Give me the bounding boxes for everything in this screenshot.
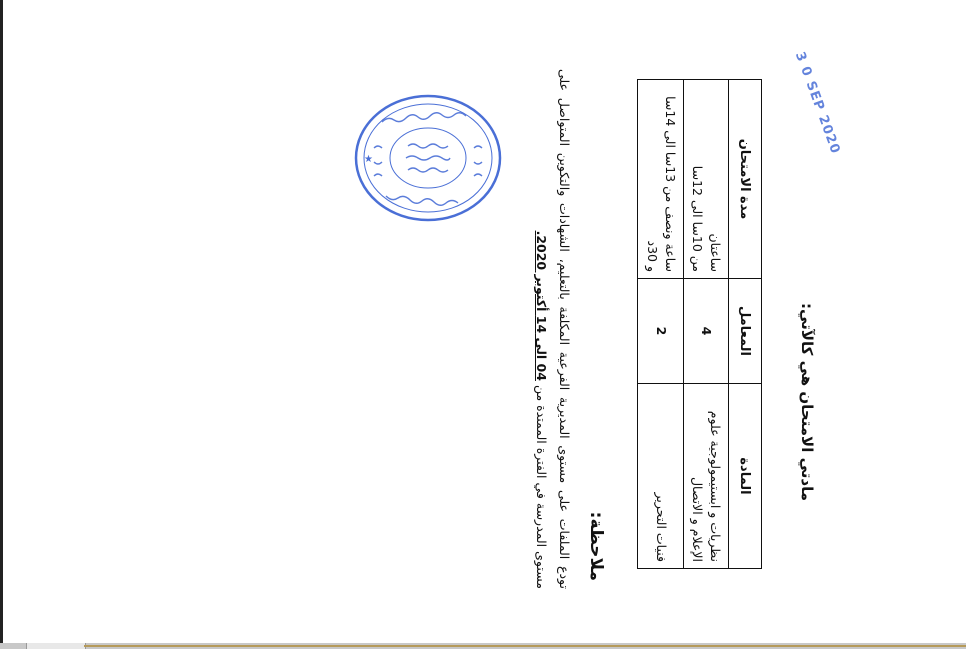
duration-line: و 30د [644,240,660,272]
duration-line: من 10سا الى 12سا [689,165,705,272]
note-title: ملاحظة: [586,511,606,581]
received-date-stamp: 3 0 SEP 2020 [791,50,843,157]
subject-cell: فنيات التحرير [638,384,683,569]
exam-subjects-heading: مادتي الامتحان هي كالآتي: [798,303,816,501]
header-duration: مدة الامتحان [729,80,762,279]
note-text: تودع الملفات على مستوى المديرية الفرعية المكلفة بالتعليم، الشهادات والتكوين المتواصل على مستوى المدرسة في الفترة الممتدة من [533,69,572,589]
duration-line: ساعتان [708,233,723,272]
note-body [530,69,576,589]
coefficient-cell: 4 [683,279,728,384]
exam-table [638,79,763,569]
duration-cell [638,80,683,279]
coefficient-cell: 2 [638,279,683,384]
bottom-rule [84,645,966,647]
table-row [638,80,683,569]
official-seal-icon [352,92,504,224]
svg-text:★: ★ [364,154,373,165]
duration-line: ساعة ونصف من 13سا الى 14سا [662,96,678,272]
header-coefficient: المعامل [729,279,762,384]
duration-cell [683,80,728,279]
bottom-tab [26,643,86,649]
table-row [683,80,728,569]
subject-cell: نظريات و ابستيمولوجية علوم الإعلام و الاتصال [683,384,728,569]
note-dates: 04 الى 14 أكتوبر 2020. [533,230,549,381]
bottom-scroll-strip [0,643,966,649]
header-subject: المادة [729,384,762,569]
table-header-row [729,80,762,569]
